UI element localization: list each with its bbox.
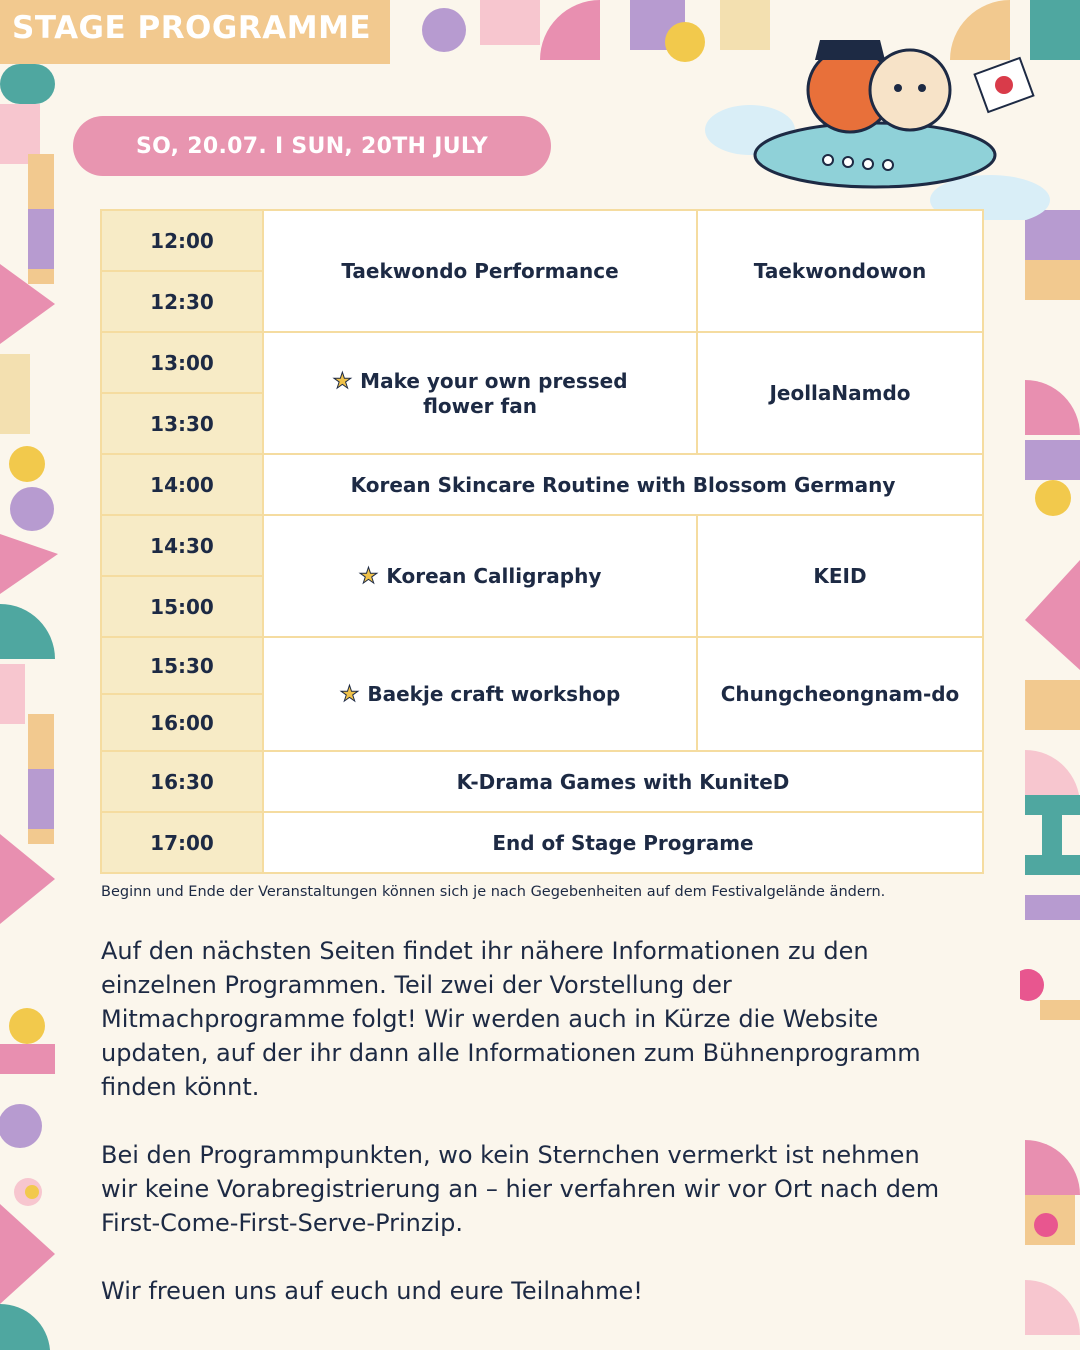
right-decorative-border [1020, 180, 1080, 1350]
time-cell: 15:00 [101, 576, 263, 637]
left-decorative-border [0, 64, 60, 1350]
text-line: First-Come-First-Serve-Prinzip. [101, 1209, 464, 1237]
time-cell: 13:00 [101, 332, 263, 393]
table-row [101, 332, 983, 393]
time-cell: 15:30 [101, 637, 263, 694]
star-icon: ★ [358, 563, 379, 589]
closing-paragraph [101, 1274, 981, 1308]
time-cell: 13:30 [101, 393, 263, 454]
text-line: updaten, auf der ihr dann alle Informationen zum Bühnenprogramm [101, 1039, 921, 1067]
text-line: Wir freuen uns auf euch und eure Teilnahme! [101, 1277, 643, 1305]
star-icon: ★ [339, 681, 360, 707]
text-line: einzelnen Programmen. Teil zwei der Vorstellung der [101, 971, 732, 999]
event-cell [263, 515, 697, 637]
event-title: Baekje craft workshop [367, 681, 621, 706]
info-paragraph [101, 934, 981, 1104]
table-row [101, 454, 983, 515]
page-title: STAGE PROGRAMME [12, 10, 372, 46]
event-cell: Taekwondo Performance [263, 210, 697, 332]
event-title: Korean Calligraphy [386, 563, 602, 588]
event-cell [263, 637, 697, 751]
disclaimer-note: Beginn und Ende der Veranstaltungen können sich je nach Gegebenheiten auf dem Festivalgelände ändern. [101, 884, 886, 900]
mascot-illustration [700, 10, 1050, 220]
text-line: Mitmachprogramme folgt! Wir werden auch in Kürze die Website [101, 1005, 879, 1033]
table-row [101, 210, 983, 271]
event-title-line2: flower fan [423, 393, 537, 418]
time-cell: 16:30 [101, 751, 263, 812]
host-cell: JeollaNamdo [697, 332, 983, 454]
schedule-table [100, 209, 984, 874]
registration-paragraph [101, 1138, 981, 1240]
event-cell-wide: Korean Skincare Routine with Blossom Germany [263, 454, 983, 515]
host-cell: Taekwondowon [697, 210, 983, 332]
text-line: Bei den Programmpunkten, wo kein Sternchen vermerkt ist nehmen [101, 1141, 920, 1169]
text-line: wir keine Vorabregistrierung an – hier verfahren wir vor Ort nach dem [101, 1175, 940, 1203]
date-badge [73, 116, 551, 176]
event-cell-wide: End of Stage Programe [263, 812, 983, 873]
time-cell: 17:00 [101, 812, 263, 873]
time-cell: 14:30 [101, 515, 263, 576]
host-cell: Chungcheongnam-do [697, 637, 983, 751]
star-icon: ★ [332, 368, 353, 394]
event-cell [263, 332, 697, 454]
time-cell: 14:00 [101, 454, 263, 515]
table-row [101, 515, 983, 576]
time-cell: 12:30 [101, 271, 263, 332]
host-cell: KEID [697, 515, 983, 637]
date-label: SO, 20.07. I SUN, 20TH JULY [135, 133, 489, 159]
time-cell: 12:00 [101, 210, 263, 271]
table-row [101, 751, 983, 812]
event-cell-wide: K-Drama Games with KuniteD [263, 751, 983, 812]
text-line: finden könnt. [101, 1073, 260, 1101]
time-cell: 16:00 [101, 694, 263, 751]
table-row [101, 637, 983, 694]
text-line: Auf den nächsten Seiten findet ihr nähere Informationen zu den [101, 937, 869, 965]
table-row [101, 812, 983, 873]
event-title-line1: Make your own pressed [360, 368, 628, 393]
